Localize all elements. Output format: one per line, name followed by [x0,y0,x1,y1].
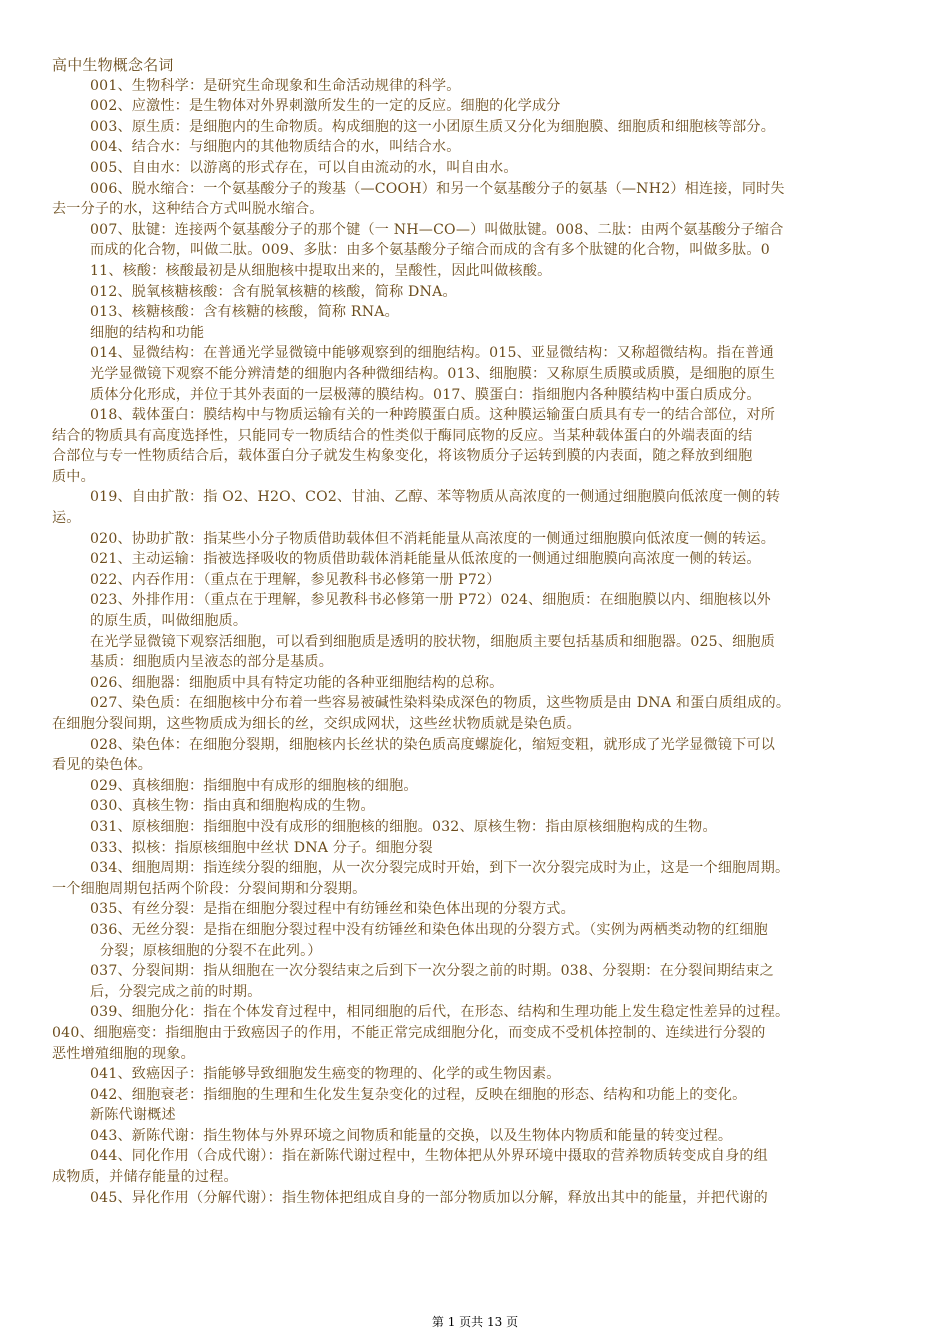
text-line: 而成的化合物，叫做二肽。009、多肽：由多个氨基酸分子缩合而成的含有多个肽键的化合物，叫做多肽。0 [90,242,770,259]
page-footer: 第 1 页共 13 页 [431,1315,519,1329]
text-line: 013、核糖核酸：含有核糖的核酸，简称 RNA。 [90,304,399,321]
text-line: 11、核酸：核酸最初是从细胞核中提取出来的，呈酸性，因此叫做核酸。 [90,262,552,279]
text-line: 012、脱氧核糖核酸：含有脱氧核糖的核酸，简称 DNA。 [90,283,457,300]
text-line: 一个细胞周期包括两个阶段：分裂间期和分裂期。 [52,880,367,897]
text-line: 结合的物质具有高度选择性，只能同专一物质结合的性类似于酶同底物的反应。当某种载体蛋白的外端表面的结 [52,427,753,444]
text-line: 043、新陈代谢：指生物体与外界环境之间物质和能量的交换，以及生物体内物质和能量的转变过程。 [90,1127,733,1144]
text-line: 的原生质，叫做细胞质。 [90,613,248,630]
text-line: 分裂；原核细胞的分裂不在此列。） [100,942,322,959]
text-line: 018、载体蛋白：膜结构中与物质运输有关的一种跨膜蛋白质。这种膜运输蛋白质具有专一的结合部位，对所 [90,407,776,424]
text-line: 基质：细胞质内呈液态的部分是基质。 [90,654,333,671]
text-line: 044、同化作用（合成代谢）：指在新陈代谢过程中，生物体把从外界环境中摄取的营养物质转变成自身的组 [90,1148,768,1165]
text-line: 恶性增殖细胞的现象。 [52,1045,195,1062]
text-line: 040、细胞癌变：指细胞由于致癌因子的作用，不能正常完成细胞分化，而变成不受机体控制的、连续进行分裂的 [52,1024,766,1041]
text-line: 看见的染色体。 [52,757,153,774]
text-line: 022、内吞作用：（重点在于理解，参见教科书必修第一册 P72） [90,571,501,588]
text-line: 026、细胞器：细胞质中具有特定功能的各种亚细胞结构的总称。 [90,674,504,691]
text-line: 002、应激性：是生物体对外界刺激所发生的一定的反应。细胞的化学成分 [90,98,561,115]
text-line: 045、异化作用（分解代谢）：指生物体把组成自身的一部分物质加以分解，释放出其中的能量，并把代谢的 [90,1189,768,1206]
text-line: 质体分化形成，并位于其外表面的一层极薄的膜结构。017、膜蛋白：指细胞内各种膜结构中蛋白质成分。 [90,386,761,403]
text-line: 006、脱水缩合：一个氨基酸分子的羧基（—COOH）和另一个氨基酸分子的氨基（—NH2）相连接，同时失 [90,180,785,197]
text-line: 运。 [52,510,81,527]
text-line: 029、真核细胞：指细胞中有成形的细胞核的细胞。 [90,777,418,794]
text-line: 031、原核细胞：指细胞中没有成形的细胞核的细胞。032、原核生物：指由原核细胞构成的生物。 [90,818,717,835]
text-line: 039、细胞分化：指在个体发育过程中，相同细胞的后代，在形态、结构和生理功能上发生稳定性差异的过程。 [90,1004,790,1021]
text-line: 027、染色质：在细胞核中分布着一些容易被碱性染料染成深色的物质，这些物质是由 DNA 和蛋白质组成的。 [90,695,791,712]
text-line: 去一分子的水，这种结合方式叫脱水缩合。 [52,201,324,218]
text-line: 007、肽键：连接两个氨基酸分子的那个键（一 NH—CO—）叫做肽键。008、二肽：由两个氨基酸分子缩合 [90,221,784,238]
text-line: 034、细胞周期：指连续分裂的细胞，从一次分裂完成时开始，到下一次分裂完成时为止，这是一个细胞周期。 [90,860,790,877]
text-line: 成物质，并储存能量的过程。 [52,1169,238,1186]
text-line: 001、生物科学：是研究生命现象和生命活动规律的科学。 [90,77,461,94]
document-body [52,55,910,1208]
text-line: 新陈代谢概述 [90,1107,176,1124]
text-line: 019、自由扩散：指 O2、H2O、CO2、甘油、乙醇、苯等物质从高浓度的一侧通过细胞膜向低浓度一侧的转 [90,489,781,506]
text-line: 质中。 [52,468,95,485]
text-line: 在光学显微镜下观察活细胞，可以看到细胞质是透明的胶状物，细胞质主要包括基质和细胞器。025、细胞质 [90,633,776,650]
text-line: 005、自由水：以游离的形式存在，可以自由流动的水，叫自由水。 [90,159,518,176]
text-line: 在细胞分裂间期，这些物质成为细长的丝，交织成网状，这些丝状物质就是染色质。 [52,716,581,732]
text-line: 036、无丝分裂：是指在细胞分裂过程中没有纺锤丝和染色体出现的分裂方式。（实例为两栖类动物的红细胞 [90,921,768,938]
text-line: 细胞的结构和功能 [90,324,205,341]
text-line: 028、染色体：在细胞分裂期，细胞核内长丝状的染色质高度螺旋化，缩短变粗，就形成了光学显微镜下可以 [90,736,776,753]
text-line: 037、分裂间期：指从细胞在一次分裂结束之后到下一次分裂之前的时期。038、分裂期：在分裂间期结束之 [90,963,774,980]
text-line: 014、显微结构：在普通光学显微镜中能够观察到的细胞结构。015、亚显微结构：又称超微结构。指在普通 [90,345,774,362]
document-title: 高中生物概念名词 [52,56,174,74]
text-line: 003、原生质：是细胞内的生命物质。构成细胞的这一小团原生质又分化为细胞膜、细胞质和细胞核等部分。 [90,118,776,135]
text-line: 023、外排作用：（重点在于理解，参见教科书必修第一册 P72）024、细胞质：在细胞膜以内、细胞核以外 [90,592,771,609]
text-line: 合部位与专一性物质结合后，载体蛋白分子就发生构象变化，将该物质分子运转到膜的内表面，随之释放到细胞 [52,448,753,465]
text-line: 035、有丝分裂：是指在细胞分裂过程中有纺锤丝和染色体出现的分裂方式。 [90,901,575,918]
text-line: 020、协助扩散：指某些小分子物质借助载体但不消耗能量从高浓度的一侧通过细胞膜向低浓度一侧的转运。 [90,530,776,547]
text-line: 033、拟核：指原核细胞中丝状 DNA 分子。细胞分裂 [90,839,433,856]
text-line: 021、主动运输：指被选择吸收的物质借助载体消耗能量从低浓度的一侧通过细胞膜向高浓度一侧的转运。 [90,551,761,568]
text-line: 光学显微镜下观察不能分辨清楚的细胞内各种微细结构。013、细胞膜：又称原生质膜或质膜，是细胞的原生 [90,365,776,382]
text-line: 041、致癌因子：指能够导致细胞发生癌变的物理的、化学的或生物因素。 [90,1066,561,1083]
text-line: 004、结合水：与细胞内的其他物质结合的水，叫结合水。 [90,139,461,156]
text-line: 后，分裂完成之前的时期。 [90,983,262,1000]
text-line: 042、细胞衰老：指细胞的生理和生化发生复杂变化的过程，反映在细胞的形态、结构和功能上的变化。 [90,1086,747,1103]
text-line: 030、真核生物：指由真和细胞构成的生物。 [90,798,375,815]
